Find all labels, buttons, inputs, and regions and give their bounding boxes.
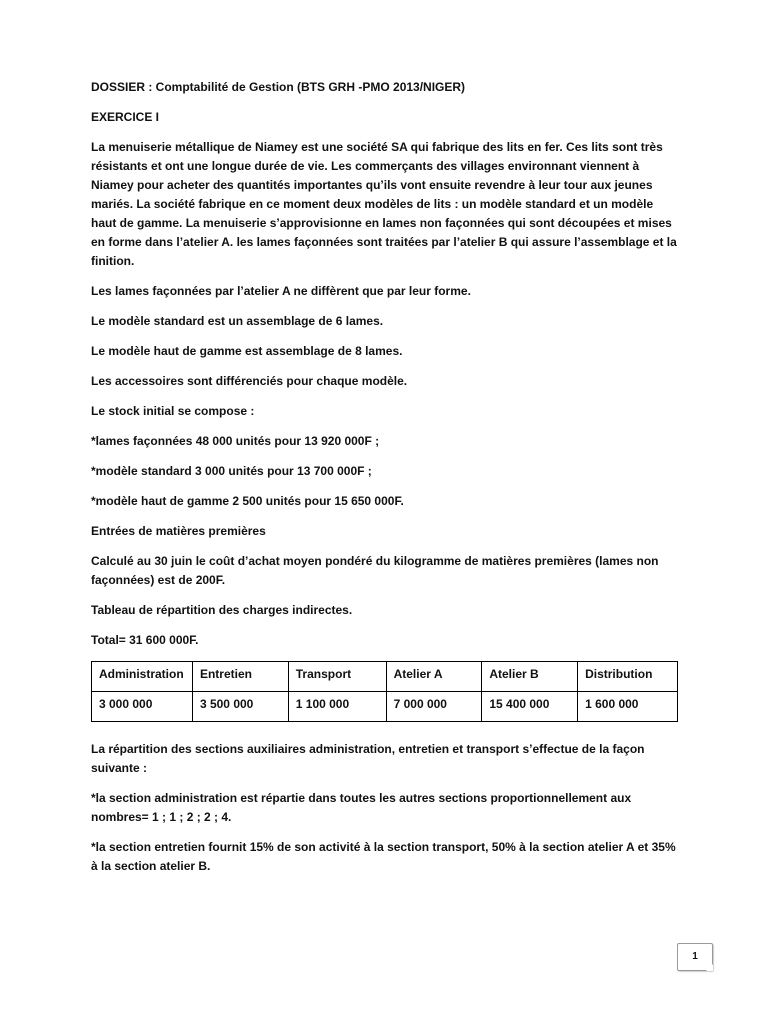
table-cell: 15 400 000 <box>482 692 578 722</box>
table-cell: 1 100 000 <box>288 692 386 722</box>
lames-paragraph: Les lames façonnées par l’atelier A ne diffèrent que par leur forme. <box>91 284 471 298</box>
total-line: Total= 31 600 000F. <box>91 633 199 647</box>
table-header-row <box>92 662 678 692</box>
table-header-cell: Distribution <box>578 662 678 692</box>
table-row <box>92 692 678 722</box>
entrees-paragraph: Calculé au 30 juin le coût d’achat moyen pondéré du kilogramme de matières premières (lames non façonnées) est de 200F. <box>91 554 659 587</box>
table-header-cell: Atelier B <box>482 662 578 692</box>
table-header-cell: Transport <box>288 662 386 692</box>
table-header-cell: Administration <box>92 662 193 692</box>
rule-administration: *la section administration est répartie dans toutes les autres sections proportionnellement aux nombres= 1 ; 1 ; 2 ; 2 ; 4. <box>91 791 632 824</box>
dossier-title: DOSSIER : Comptabilité de Gestion (BTS GRH -PMO 2013/NIGER) <box>91 80 466 94</box>
haut-gamme-paragraph: Le modèle haut de gamme est assemblage de 8 lames. <box>91 344 403 358</box>
accessoires-paragraph: Les accessoires sont différenciés pour chaque modèle. <box>91 374 408 388</box>
standard-paragraph: Le modèle standard est un assemblage de 6 lames. <box>91 314 384 328</box>
rule-entretien: *la section entretien fournit 15% de son activité à la section transport, 50% à la section atelier A et 35% à la section atelier B. <box>91 840 676 873</box>
stock-item: *modèle haut de gamme 2 500 unités pour 15 650 000F. <box>91 494 404 508</box>
intro-paragraph: La menuiserie métallique de Niamey est une société SA qui fabrique des lits en fer. Ces lits sont très résistants et ont une longue durée de vie. Les commerçants des villages environnant viennent à Niamey pour acheter des quantités importantes qu’ils vont ensuite revendre à leur tour aux jeunes mariés. La société fabrique en ce moment deux modèles de lits : un modèle standard et un modèle haut de gamme. La menuiserie s’approvisionne en lames non façonnées qui sont découpées et mises en forme dans l’atelier A. les lames façonnées sont traitées par l’atelier B qui assure l’assemblage et la finition. <box>91 140 677 268</box>
entrees-title: Entrées de matières premières <box>91 524 266 538</box>
page-number: 1 <box>677 943 713 971</box>
stock-item: *lames façonnées 48 000 unités pour 13 920 000F ; <box>91 434 380 448</box>
table-cell: 3 500 000 <box>192 692 288 722</box>
tableau-title: Tableau de répartition des charges indirectes. <box>91 603 353 617</box>
table-cell: 3 000 000 <box>92 692 193 722</box>
table-cell: 7 000 000 <box>386 692 482 722</box>
table-header-cell: Entretien <box>192 662 288 692</box>
charges-table <box>91 661 678 722</box>
table-cell: 1 600 000 <box>578 692 678 722</box>
repartition-intro: La répartition des sections auxiliaires administration, entretien et transport s’effectue de la façon suivante : <box>91 742 645 775</box>
exercise-title: EXERCICE I <box>91 110 160 124</box>
table-header-cell: Atelier A <box>386 662 482 692</box>
stock-item: *modèle standard 3 000 unités pour 13 700 000F ; <box>91 464 372 478</box>
stock-title: Le stock initial se compose : <box>91 404 255 418</box>
document-page <box>91 78 681 887</box>
